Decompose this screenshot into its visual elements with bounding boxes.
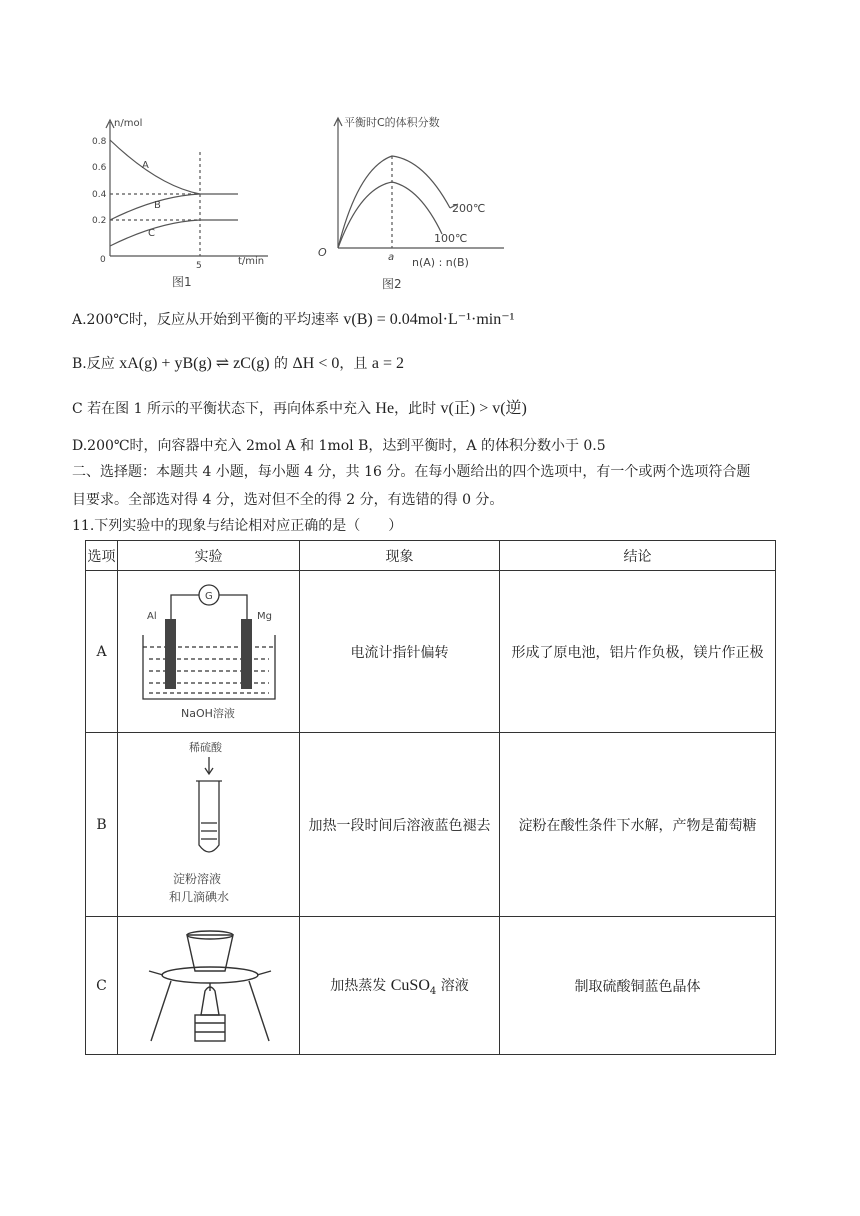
fig1-ytick: 0.8 (92, 137, 107, 147)
crucible-icon (187, 935, 233, 971)
table-row (86, 917, 776, 1055)
option-c-he: He (375, 400, 395, 417)
figure-1 (88, 112, 288, 292)
header-option: 选项 (86, 541, 118, 571)
fig1-curve-label: B (154, 200, 161, 211)
meter-label: G (204, 590, 213, 602)
fig2-origin: O (318, 246, 327, 259)
option-b-dh: ΔH < 0 (292, 355, 340, 372)
option-a-formula: v(B) = 0.04mol·L⁻¹·min⁻¹ (343, 311, 515, 328)
row-experiment (118, 733, 300, 917)
table-row (86, 571, 776, 733)
right-electrode-label: Mg (256, 610, 272, 622)
option-b-cond: a = 2 (371, 355, 404, 372)
option-c (72, 399, 527, 419)
fig2-y-label: 平衡时C的体积分数 (344, 116, 440, 129)
question-11-stem: 11.下列实验中的现象与结论相对应正确的是（ ） (72, 518, 403, 534)
solution-label: NaOH溶液 (180, 706, 235, 720)
fig2-series-label: 200℃ (452, 202, 486, 215)
fig1-x-label: t/min (238, 256, 265, 267)
row-conclusion: 制取硫酸铜蓝色晶体 (500, 917, 776, 1055)
alcohol-lamp-icon (201, 987, 219, 1015)
fig1-curve-a (110, 140, 200, 194)
test-tube-figure (129, 735, 289, 911)
phenomenon-suffix: 溶液 (436, 977, 469, 994)
tube-caption: 淀粉溶液 (172, 871, 221, 886)
tube-caption: 和几滴碘水 (168, 889, 229, 904)
row-conclusion: 形成了原电池，铝片作负极，镁片作正极 (500, 571, 776, 733)
reagent-label: 稀硫酸 (188, 740, 222, 754)
option-b-text: B.反应 (72, 356, 120, 372)
row-experiment (118, 917, 300, 1055)
option-d: D.200℃时，向容器中充入 2mol A 和 1mol B，达到平衡时，A 的体积分数小于 0.5 (72, 438, 606, 454)
fig1-curve-label: A (142, 160, 149, 171)
fig2-x-tick: a (388, 252, 395, 263)
row-phenomenon: 电流计指针偏转 (300, 571, 500, 733)
row-phenomenon (300, 917, 500, 1055)
fig2-caption: 图2 (382, 277, 402, 291)
evaporation-figure (129, 919, 289, 1049)
fig1-curve-label: C (148, 228, 155, 239)
left-electrode-label: Al (146, 610, 157, 622)
fig1-ytick: 0.2 (92, 216, 107, 226)
tripod-ring-icon (162, 967, 258, 983)
fig1-xtick: 5 (196, 261, 202, 271)
row-phenomenon: 加热一段时间后溶液蓝色褪去 (300, 733, 500, 917)
cuso4-formula: CuSO (390, 976, 430, 994)
fig1-ytick: 0.6 (92, 163, 107, 173)
row-experiment (118, 571, 300, 733)
option-b (72, 354, 404, 374)
option-c-mid: ，此时 (394, 401, 441, 417)
option-b-mid: 的 (269, 356, 293, 372)
figure-2 (312, 112, 512, 294)
fig2-series-label: 100℃ (434, 232, 468, 245)
phenomenon-prefix: 加热蒸发 (330, 977, 391, 994)
al-electrode-icon (165, 619, 176, 689)
fig2-x-label: n(A) : n(B) (412, 256, 469, 269)
fig1-ytick: 0.4 (92, 190, 107, 200)
fig1-y-label: n/mol (114, 118, 143, 129)
tripod-leg-icon (151, 981, 171, 1041)
row-conclusion: 淀粉在酸性条件下水解，产物是葡萄糖 (500, 733, 776, 917)
option-b-formula: xA(g) + yB(g) ⇌ zC(g) (119, 355, 270, 372)
wood-block-icon (195, 1015, 225, 1041)
row-option: A (86, 571, 118, 733)
header-experiment: 实验 (118, 541, 300, 571)
section-2-line-1: 二、选择题：本题共 4 小题，每小题 4 分，共 16 分。在每小题给出的四个选项中，有一个或两个选项符合题 (72, 464, 751, 480)
row-option: C (86, 917, 118, 1055)
option-c-formula: v(正) > v(逆) (440, 400, 527, 417)
option-a (72, 310, 514, 330)
cuso4-subscript: 4 (429, 985, 437, 997)
mg-electrode-icon (241, 619, 252, 689)
galvanic-cell-figure (129, 575, 289, 725)
option-c-text: C 若在图 1 所示的平衡状态下，再向体系中充入 (72, 401, 376, 417)
beaker-icon (143, 635, 275, 699)
option-b-tail: ，且 (339, 356, 372, 372)
fig2-curve-100 (338, 182, 442, 248)
tripod-leg-icon (249, 981, 269, 1041)
question-11-table (85, 540, 776, 1055)
row-option: B (86, 733, 118, 917)
test-tube-icon (199, 781, 219, 852)
header-phenomenon: 现象 (300, 541, 500, 571)
section-2-line-2: 目要求。全部选对得 4 分，选对但不全的得 2 分，有选错的得 0 分。 (72, 492, 504, 508)
header-conclusion: 结论 (500, 541, 776, 571)
fig1-curve-c (110, 220, 200, 246)
table-header-row (86, 541, 776, 571)
fig1-xtick: 0 (100, 255, 106, 265)
fig1-caption: 图1 (172, 275, 192, 289)
option-a-text: A.200℃时，反应从开始到平衡的平均速率 (72, 312, 344, 328)
table-row (86, 733, 776, 917)
